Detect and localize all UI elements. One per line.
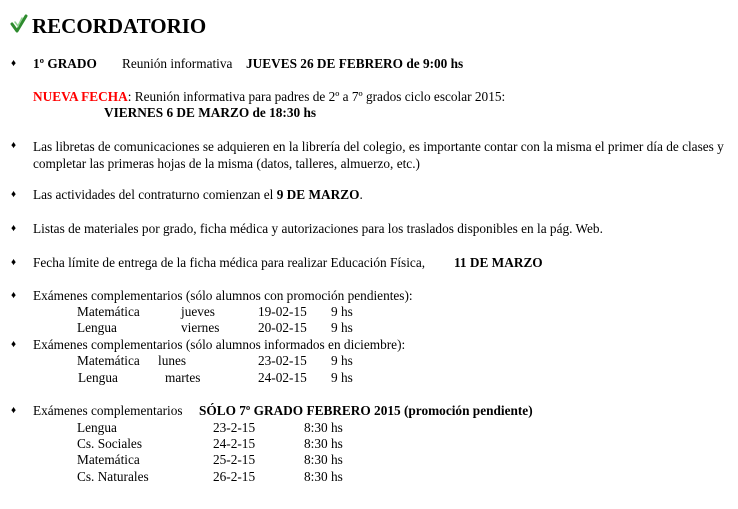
exam-heading-3-bold: SÓLO 7º GRADO FEBRERO 2015 (promoción pendiente) bbox=[199, 403, 533, 418]
bullet-icon: ♦ bbox=[11, 140, 17, 151]
new-date-label: NUEVA FECHA bbox=[33, 89, 128, 104]
new-date-text: : Reunión informativa para padres de 2º a 7º grados ciclo escolar 2015: bbox=[127, 89, 506, 104]
exam-heading-2: Exámenes complementarios (sólo alumnos informados en diciembre): bbox=[33, 337, 406, 352]
new-date-value: VIERNES 6 DE MARZO de 18:30 hs bbox=[104, 105, 317, 120]
bullet-icon: ♦ bbox=[11, 290, 17, 301]
bullet-icon: ♦ bbox=[11, 223, 17, 234]
meeting-label: Reunión informativa bbox=[122, 56, 233, 71]
libretas-paragraph: Las libretas de comunicaciones se adquieren en la librería del colegio, es importante contar con la misma el primer día de clases y completar las primeras hojas de la misma (datos, talleres, almuerzo, etc.) bbox=[33, 139, 724, 171]
exam3-row4-subject: Cs. Naturales bbox=[77, 469, 149, 484]
exam-heading-1: Exámenes complementarios (sólo alumnos con promoción pendientes): bbox=[33, 288, 413, 303]
exam1-row2-subject: Lengua bbox=[77, 320, 117, 335]
contraturno-date: 9 DE MARZO bbox=[276, 187, 360, 202]
meeting-date: JUEVES 26 DE FEBRERO de 9:00 hs bbox=[246, 56, 464, 71]
exam3-row4-date: 26-2-15 bbox=[213, 469, 256, 484]
exam3-row4-time: 8:30 hs bbox=[304, 469, 343, 484]
exam1-row1-subject: Matemática bbox=[77, 304, 140, 319]
ficha-text: Fecha límite de entrega de la ficha médica para realizar Educación Física, bbox=[33, 255, 426, 270]
exam-heading-3: Exámenes complementarios bbox=[33, 403, 183, 418]
exam3-row3-time: 8:30 hs bbox=[304, 452, 343, 467]
contraturno-end: . bbox=[359, 187, 363, 202]
exam1-row1-time: 9 hs bbox=[331, 304, 353, 319]
exam2-row1-date: 23-02-15 bbox=[258, 353, 307, 368]
bullet-icon: ♦ bbox=[11, 405, 17, 416]
exam2-row1-time: 9 hs bbox=[331, 353, 353, 368]
page-title: RECORDATORIO bbox=[32, 14, 207, 38]
exam3-row3-date: 25-2-15 bbox=[213, 452, 256, 467]
exam1-row2-date: 20-02-15 bbox=[258, 320, 307, 335]
exam3-row2-subject: Cs. Sociales bbox=[77, 436, 143, 451]
contraturno-line bbox=[33, 187, 363, 203]
ficha-date: 11 DE MARZO bbox=[454, 255, 543, 270]
new-date-line bbox=[33, 89, 505, 105]
grade-label: 1º GRADO bbox=[33, 56, 97, 71]
bullet-icon: ♦ bbox=[11, 189, 17, 200]
bullet-icon: ♦ bbox=[11, 58, 17, 69]
exam3-row1-subject: Lengua bbox=[77, 420, 117, 435]
bullet-icon: ♦ bbox=[11, 339, 17, 350]
logo-icon bbox=[10, 14, 28, 34]
contraturno-text: Las actividades del contraturno comienzan el bbox=[33, 187, 277, 202]
exam2-row2-day: martes bbox=[165, 370, 201, 385]
exam3-row1-time: 8:30 hs bbox=[304, 420, 343, 435]
exam3-row1-date: 23-2-15 bbox=[213, 420, 256, 435]
materiales-line: Listas de materiales por grado, ficha médica y autorizaciones para los traslados disponibles en la pág. Web. bbox=[33, 221, 603, 236]
exam1-row2-day: viernes bbox=[181, 320, 220, 335]
exam3-row2-time: 8:30 hs bbox=[304, 436, 343, 451]
exam3-row3-subject: Matemática bbox=[77, 452, 140, 467]
exam2-row2-time: 9 hs bbox=[331, 370, 353, 385]
exam1-row1-date: 19-02-15 bbox=[258, 304, 307, 319]
exam2-row1-day: lunes bbox=[158, 353, 187, 368]
bullet-icon: ♦ bbox=[11, 257, 17, 268]
exam2-row2-subject: Lengua bbox=[78, 370, 118, 385]
exam1-row1-day: jueves bbox=[181, 304, 215, 319]
exam2-row1-subject: Matemática bbox=[77, 353, 140, 368]
exam1-row2-time: 9 hs bbox=[331, 320, 353, 335]
exam2-row2-date: 24-02-15 bbox=[258, 370, 307, 385]
exam3-row2-date: 24-2-15 bbox=[213, 436, 256, 451]
